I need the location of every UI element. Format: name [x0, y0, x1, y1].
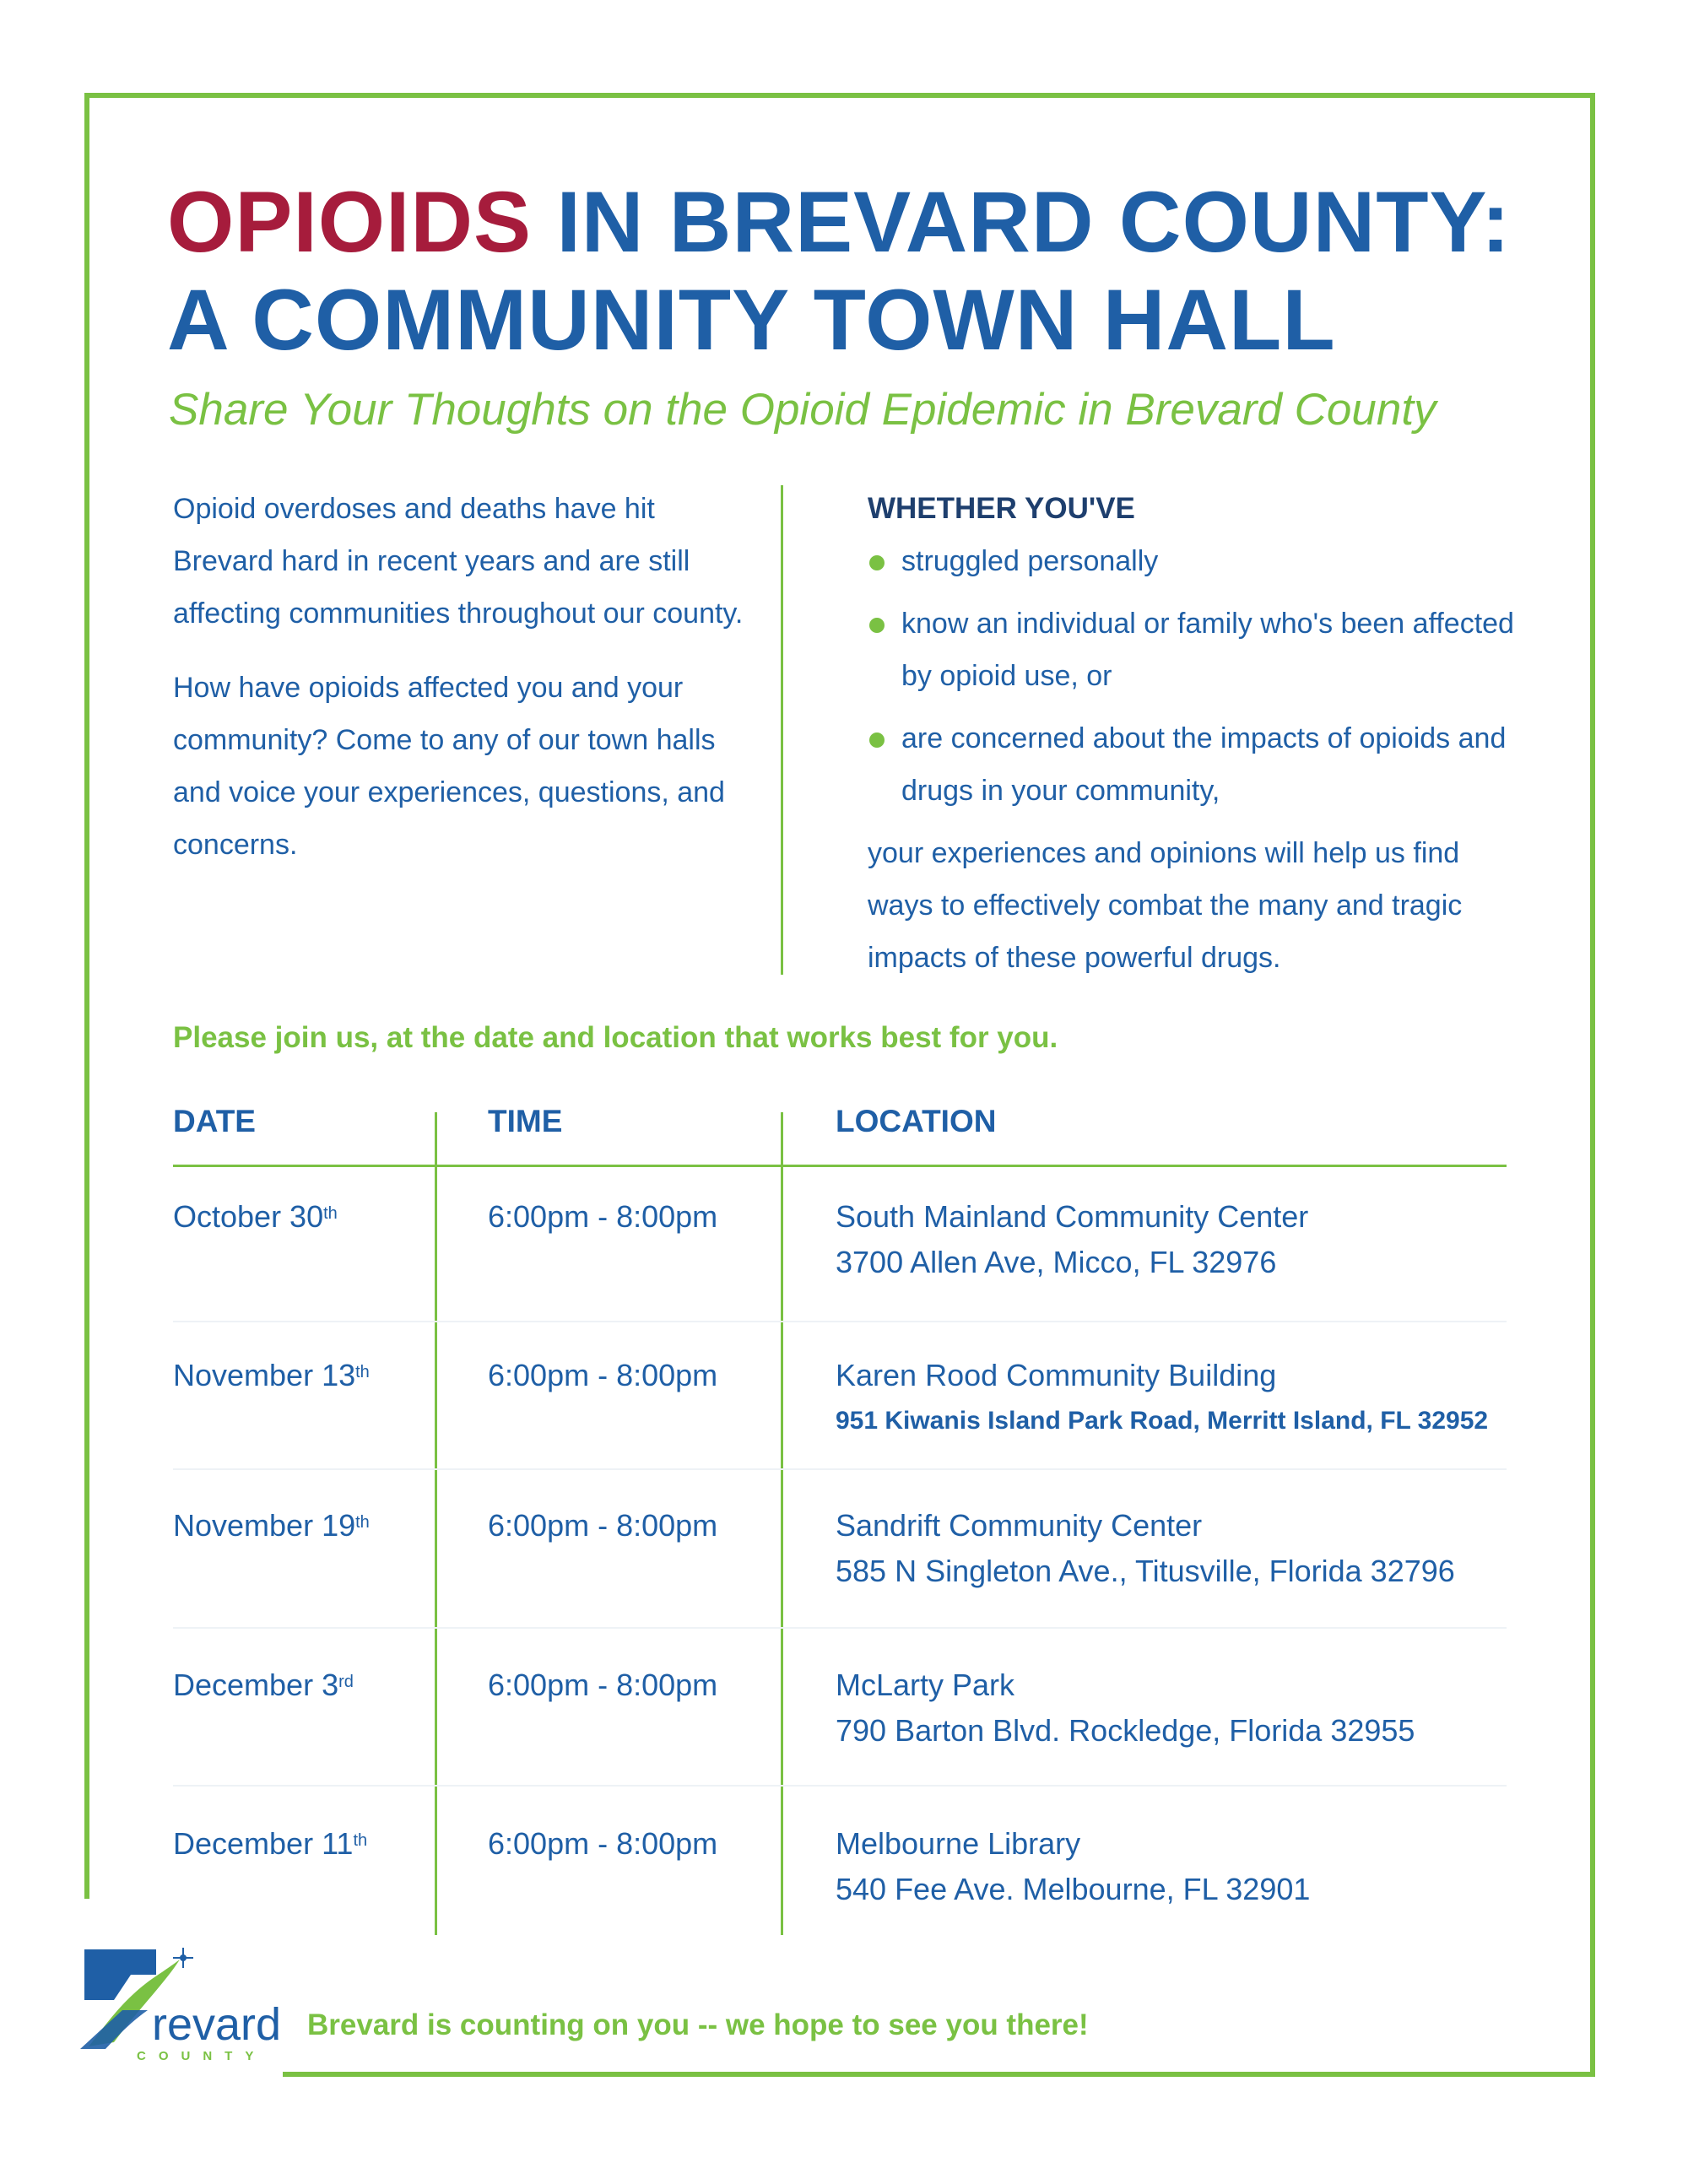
- time-cell: 6:00pm - 8:00pm: [488, 1668, 718, 1702]
- venue-address: 540 Fee Ave. Melbourne, FL 32901: [836, 1872, 1311, 1906]
- title-town-hall: A COMMUNITY TOWN HALL: [167, 272, 1336, 368]
- time-cell: 6:00pm - 8:00pm: [488, 1826, 718, 1861]
- time-cell: 6:00pm - 8:00pm: [488, 1358, 718, 1392]
- location-cell: [836, 1662, 1415, 1754]
- title-opioids: OPIOIDS: [167, 174, 533, 270]
- venue-name: Karen Rood Community Building: [836, 1358, 1277, 1392]
- date-cell: October 30th: [173, 1199, 338, 1234]
- location-cell: [836, 1194, 1308, 1285]
- whether-list: [868, 535, 1518, 817]
- row-separator: [173, 1785, 1507, 1787]
- date-cell: November 19th: [173, 1508, 370, 1543]
- venue-address: 790 Barton Blvd. Rockledge, Florida 32955: [836, 1713, 1415, 1748]
- venue-name: Sandrift Community Center: [836, 1508, 1203, 1543]
- bullet-dot-icon: [869, 555, 885, 570]
- whether-heading: WHETHER YOU'VE: [868, 492, 1135, 525]
- list-item: are concerned about the impacts of opioids and drugs in your community,: [868, 712, 1518, 817]
- venue-address: 951 Kiwanis Island Park Road, Merritt Island, FL 32952: [836, 1407, 1489, 1435]
- table-header-line: [173, 1165, 1507, 1167]
- bullet-dot-icon: [869, 733, 885, 748]
- whether-column: [868, 483, 1518, 984]
- venue-name: South Mainland Community Center: [836, 1199, 1309, 1234]
- logo-subtext: COUNTY: [137, 2049, 267, 2063]
- bullet-dot-icon: [869, 618, 885, 633]
- join-text: Please join us, at the date and location that works best for you.: [173, 1021, 1058, 1054]
- table-divider-2: [781, 1112, 783, 1935]
- whether-closing: your experiences and opinions will help us find ways to effectively combat the many and tragic impacts of these powerful drugs.: [868, 837, 1463, 974]
- date-cell: December 3rd: [173, 1668, 354, 1702]
- venue-name: Melbourne Library: [836, 1826, 1081, 1861]
- list-item: know an individual or family who's been affected by opioid use, or: [868, 597, 1518, 702]
- logo-wordmark: revard: [152, 1999, 282, 2050]
- intro-paragraph-1: Opioid overdoses and deaths have hit Brevard hard in recent years and are still affecting communities throughout our county.: [173, 493, 744, 630]
- date-cell: December 11th: [173, 1826, 368, 1861]
- venue-address: 585 N Singleton Ave., Titusville, Florida 32796: [836, 1554, 1455, 1588]
- header-time: TIME: [488, 1104, 563, 1138]
- row-separator: [173, 1321, 1507, 1322]
- intro-column: [173, 483, 747, 893]
- venue-address: 3700 Allen Ave, Micco, FL 32976: [836, 1245, 1277, 1279]
- location-cell: [836, 1353, 1488, 1444]
- date-cell: November 13th: [173, 1358, 370, 1392]
- page-title: [167, 173, 1518, 369]
- location-cell: [836, 1503, 1455, 1594]
- table-divider-1: [435, 1112, 437, 1935]
- list-item: struggled personally: [868, 535, 1518, 587]
- venue-name: McLarty Park: [836, 1668, 1015, 1702]
- time-cell: 6:00pm - 8:00pm: [488, 1199, 718, 1234]
- header-date: DATE: [173, 1104, 256, 1138]
- footer-text: Brevard is counting on you -- we hope to see you there!: [307, 2008, 1089, 2041]
- page-border-bottom: [283, 2072, 1595, 2077]
- subtitle: Share Your Thoughts on the Opioid Epidemic in Brevard County: [169, 385, 1436, 435]
- title-county: IN BREVARD COUNTY:: [556, 174, 1511, 270]
- row-separator: [173, 1627, 1507, 1629]
- header-location: LOCATION: [836, 1104, 997, 1138]
- time-cell: 6:00pm - 8:00pm: [488, 1508, 718, 1543]
- row-separator: [173, 1468, 1507, 1470]
- intro-paragraph-2: How have opioids affected you and your community? Come to any of our town halls and voice your experiences, questions, and concerns.: [173, 672, 725, 861]
- location-cell: [836, 1821, 1310, 1912]
- column-divider: [781, 485, 783, 975]
